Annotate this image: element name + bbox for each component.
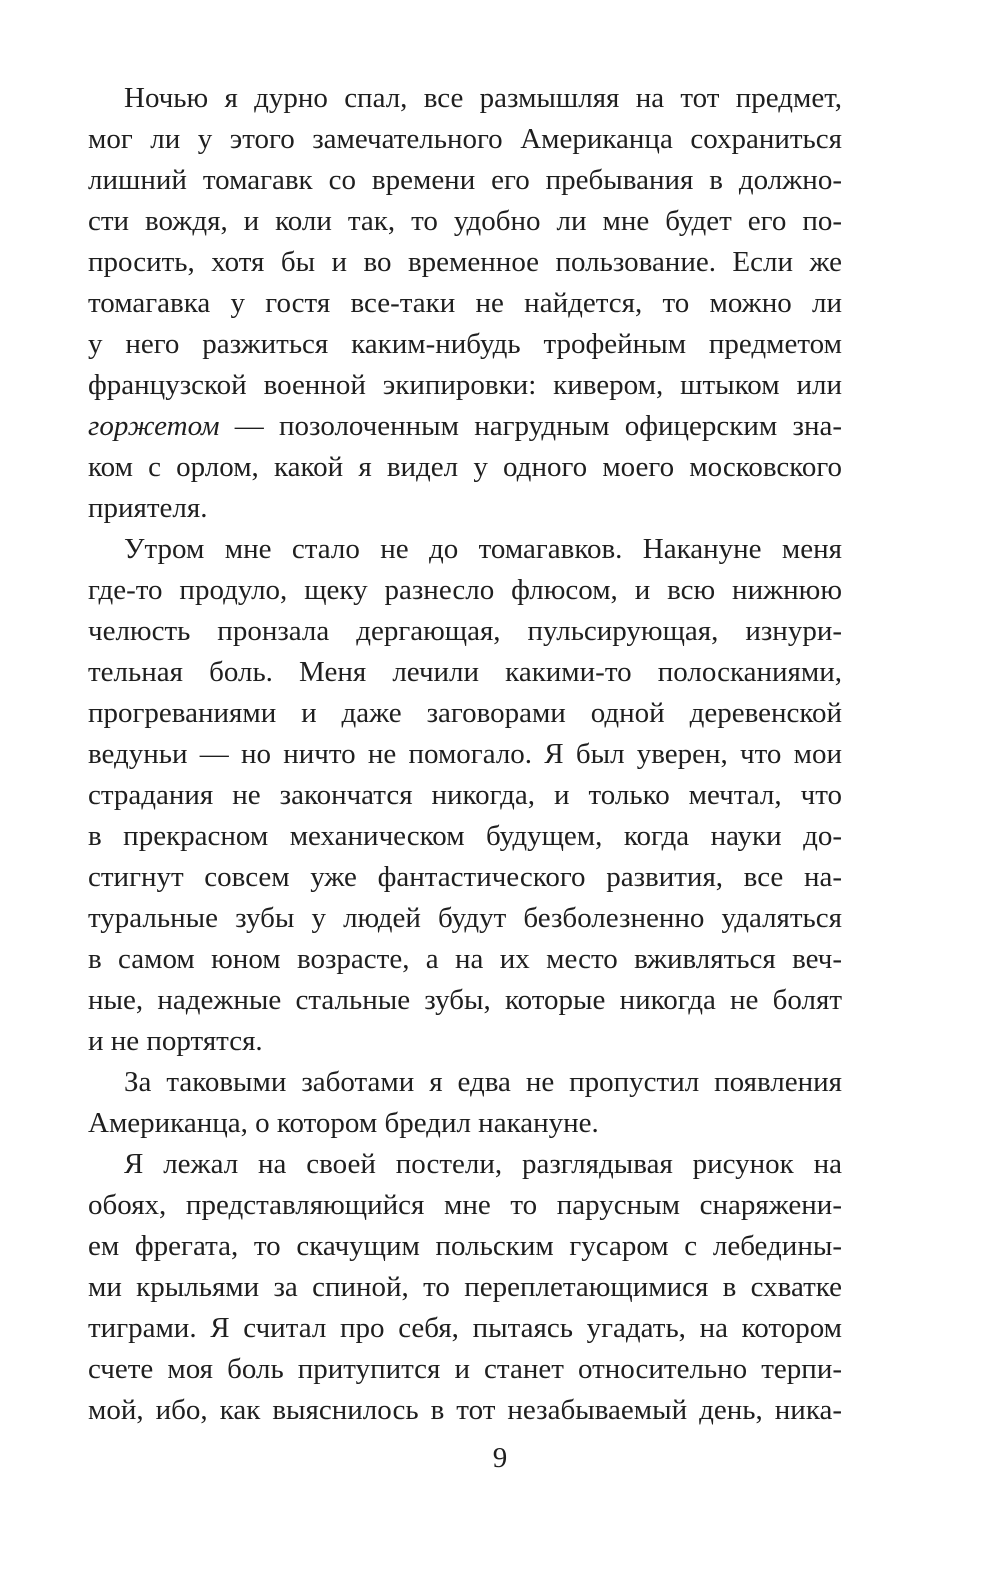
text-line: Ночью я дурно спал, все размышляя на тот предмет, (124, 82, 842, 114)
text-line: мой, ибо, как выяснилось в тот незабываемый день, ника- (88, 1394, 842, 1426)
text-line: счете моя боль притупится и станет относительно терпи- (88, 1353, 842, 1385)
text-line: прогреваниями и даже заговорами одной деревенской (88, 697, 842, 729)
text-line: французской военной экипировки: кивером, штыком или (88, 369, 842, 401)
text-line: челюсть пронзала дергающая, пульсирующая, изнури- (88, 615, 842, 647)
text-line: где-то продуло, щеку разнесло флюсом, и всю нижнюю (88, 574, 842, 606)
text-line: ми крыльями за спиной, то переплетающимися в схватке (88, 1271, 842, 1303)
text-line: ные, надежные стальные зубы, которые никогда не болят (88, 984, 842, 1016)
text-line: страдания не закончатся никогда, и только мечтал, что (88, 779, 842, 811)
text-line: Я лежал на своей постели, разглядывая рисунок на (124, 1148, 842, 1180)
text-line: и не портятся. (88, 1025, 263, 1057)
text-line: ком с орлом, какой я видел у одного моего московского (88, 451, 842, 483)
paragraph-4 (88, 1144, 842, 1431)
page-number: 9 (492, 1442, 508, 1474)
text-line: лишний томагавк со времени его пребывания в должно- (88, 164, 842, 196)
text-line: просить, хотя бы и во временное пользование. Если же (88, 246, 842, 278)
paragraph-3 (88, 1062, 842, 1144)
text-line: в самом юном возрасте, а на их место вживляться веч- (88, 943, 842, 975)
text-line: томагавка у гостя все-таки не найдется, то можно ли (88, 287, 842, 319)
italic-term: горжетом (88, 410, 220, 442)
text-line: За таковыми заботами я едва не пропустил появления (124, 1066, 842, 1098)
text-line-with-italic (88, 406, 842, 447)
text-line: обоях, представляющийся мне то парусным снаряжени- (88, 1189, 842, 1221)
text-line: приятеля. (88, 492, 208, 524)
text-line: Американца, о котором бредил накануне. (88, 1107, 599, 1139)
text-line: у него разжиться каким-нибудь трофейным предметом (88, 328, 842, 360)
text-line: Утром мне стало не до томагавков. Накануне меня (124, 533, 842, 565)
text-fragment: — позолоченным нагрудным офицерским зна- (219, 410, 842, 442)
text-line: стигнут совсем уже фантастического развития, все на- (88, 861, 842, 893)
text-line: ем фрегата, то скачущим польским гусаром с лебедины- (88, 1230, 842, 1262)
text-line: мог ли у этого замечательного Американца сохраниться (88, 123, 842, 155)
text-line: туральные зубы у людей будут безболезненно удаляться (88, 902, 842, 934)
paragraph-2 (88, 529, 842, 1062)
text-line: тельная боль. Меня лечили какими-то полосканиями, (88, 656, 842, 688)
text-line: тиграми. Я считал про себя, пытаясь угадать, на котором (88, 1312, 842, 1344)
book-page-text (88, 78, 842, 1431)
paragraph-1 (88, 78, 842, 529)
text-line: сти вождя, и коли так, то удобно ли мне будет его по- (88, 205, 842, 237)
text-line: в прекрасном механическом будущем, когда науки до- (88, 820, 842, 852)
text-line: ведуньи — но ничто не помогало. Я был уверен, что мои (88, 738, 842, 770)
